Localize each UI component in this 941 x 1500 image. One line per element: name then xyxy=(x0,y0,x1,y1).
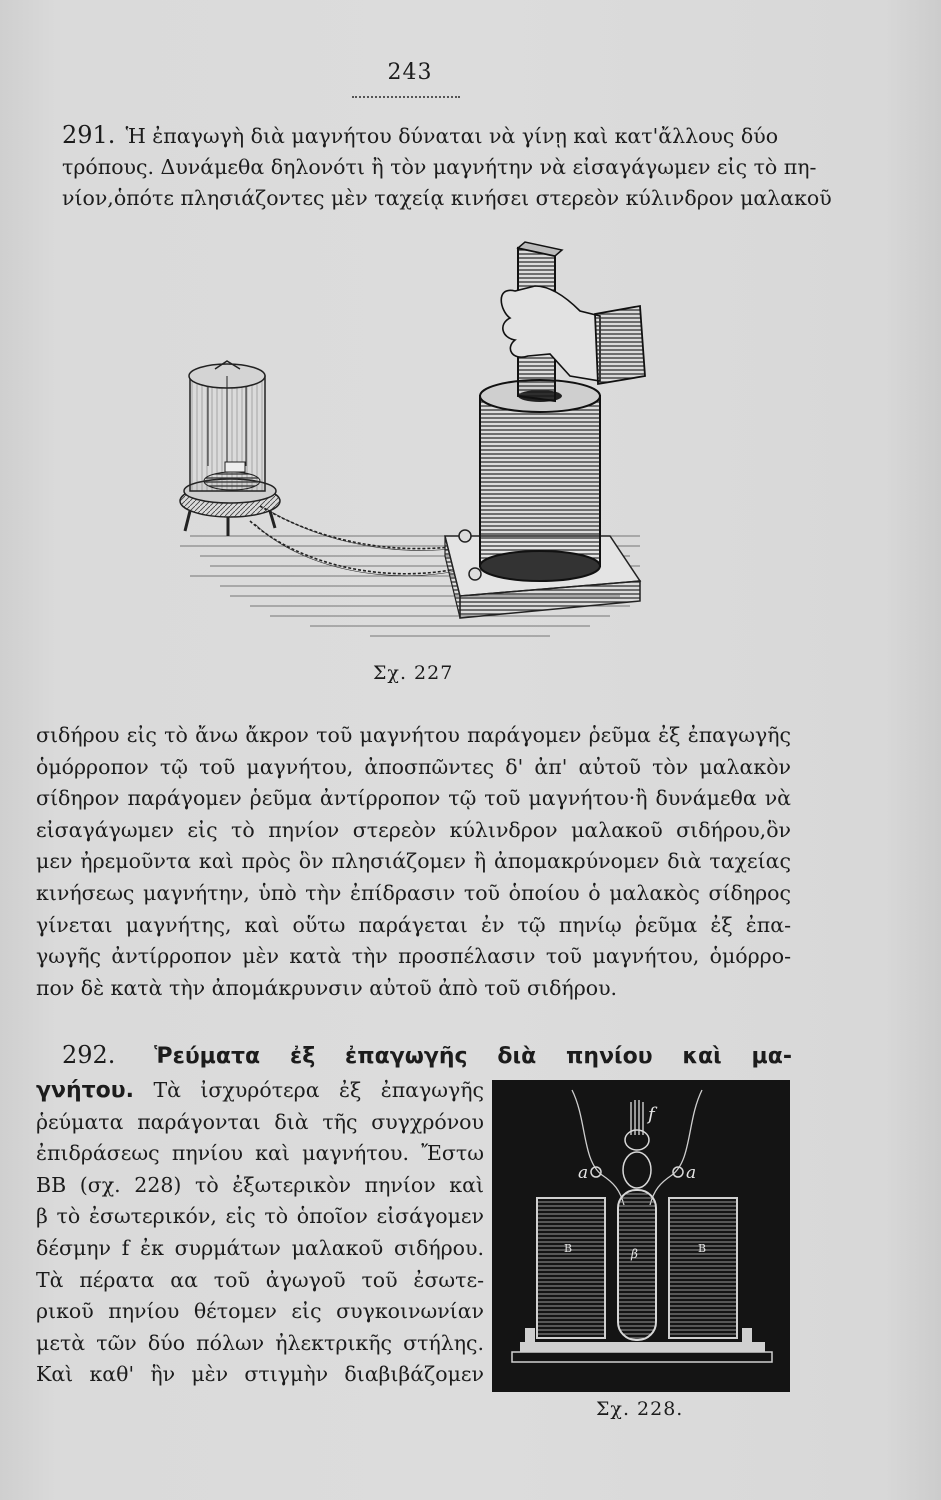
label-B-left: B xyxy=(564,1242,573,1255)
text-line: ΒΒ (σχ. 228) τὸ ἐξωτερικὸν πηνίον καὶ xyxy=(36,1172,484,1197)
text-line: Τὰ πέρατα αα τοῦ ἀγωγοῦ τοῦ ἐσωτε- xyxy=(36,1267,484,1292)
section-291-intro xyxy=(62,120,832,215)
outer-coil-left xyxy=(537,1198,605,1338)
text-line: ρικοῦ πηνίου θέτομεν εἰς συγκοινωνίαν xyxy=(36,1299,484,1324)
label-B-right: B xyxy=(698,1242,707,1255)
text-line: πον δὲ κατὰ τὴν ἀπομάκρυνσιν αὐτοῦ ἀπὸ τοῦ σιδήρου. xyxy=(36,975,618,1000)
page-number: 243 xyxy=(387,60,433,85)
figure-227-caption: Σχ. 227 xyxy=(373,662,454,684)
section-292-body xyxy=(36,1075,484,1391)
text-line: κινήσεως μαγνήτην, ὑπὸ τὴν ἐπίδρασιν τοῦ ὁποίου ὁ μαλακὸς σίδηρος xyxy=(36,880,791,905)
outer-coil-right xyxy=(669,1198,737,1338)
text-line: μεν ἠρεμοῦντα καὶ πρὸς ὃν πλησιάζομεν ἢ ἀπομακρύνομεν διὰ ταχείας xyxy=(36,849,791,874)
text-line xyxy=(62,120,798,152)
inner-coil xyxy=(618,1190,656,1340)
figure-227-illustration xyxy=(170,236,650,656)
text-line: σιδήρου εἰς τὸ ἄνω ἄκρον τοῦ μαγνήτου παράγομεν ῥεῦμα ἐξ ἐπαγωγῆς xyxy=(36,723,791,747)
text-line: ὁμόρροπον τῷ τοῦ μαγνήτου, ἀποσπῶντες δ' ἀπ' αὐτοῦ τὸν μαλακὸν xyxy=(36,754,791,779)
section-291-body xyxy=(36,720,791,1004)
base-plate xyxy=(520,1342,765,1352)
section-heading: Ῥεύματα ἐξ ἐπαγωγῆς διὰ πηνίου καὶ μα- xyxy=(154,1044,792,1069)
figure-228-caption: Σχ. 228. xyxy=(596,1398,684,1420)
text-line xyxy=(36,1075,484,1107)
label-beta: β xyxy=(631,1247,638,1261)
label-a-left: a xyxy=(578,1163,589,1183)
text-line: ῥεύματα παράγονται διὰ τῆς συγχρόνου xyxy=(36,1109,484,1134)
text-line: σίδηρον παράγομεν ῥεῦμα ἀντίρροπον τῷ τοῦ μαγνήτου·ἢ δυνάμεθα νὰ xyxy=(36,786,791,811)
page-number-rule xyxy=(352,96,460,98)
connecting-wires xyxy=(250,506,470,576)
section-heading-continued: γνήτου. xyxy=(36,1078,135,1103)
text-line: γίνεται μαγνήτης, καὶ οὕτω παράγεται ἐν τῷ πηνίῳ ῥεῦμα ἐξ ἐπα- xyxy=(36,912,791,937)
section-number: 292. xyxy=(62,1041,116,1069)
text-line: γωγῆς ἀντίρροπον μὲν κατὰ τὴν προσπέλασιν τοῦ μαγνήτου, ὁμόρρο- xyxy=(36,944,791,969)
text-line: β τὸ ἐσωτερικόν, εἰς τὸ ὁποῖον εἰσάγομεν xyxy=(36,1204,484,1229)
text-line: τρόπους. Δυνάμεθα δηλονότι ἢ τὸν μαγνήτην νὰ εἰσαγάγωμεν εἰς τὸ πη- xyxy=(62,154,817,179)
section-number: 291. xyxy=(62,121,116,149)
text-line-content: Τὰ ἰσχυρότερα ἐξ ἐπαγωγῆς xyxy=(153,1078,484,1102)
label-a-right: a xyxy=(686,1163,697,1183)
text-line: δέσμην f ἐκ συρμάτων μαλακοῦ σιδήρου. xyxy=(36,1235,484,1260)
label-f: f xyxy=(648,1104,655,1125)
text-line: ἐπιδράσεως πηνίου καὶ μαγνήτου. Ἔστω xyxy=(36,1141,484,1166)
figure-228-illustration xyxy=(492,1080,790,1392)
text-line xyxy=(62,1040,792,1072)
text-line: νίον,ὁπότε πλησιάζοντες μὲν ταχείᾳ κινήσει στερεὸν κύλινδρον μαλακοῦ xyxy=(62,186,832,211)
section-292-heading xyxy=(62,1040,792,1072)
terminal-left xyxy=(525,1328,535,1342)
text-line: εἰσαγάγωμεν εἰς τὸ πηνίον στερεὸν κύλινδρον μαλακοῦ σιδήρου,ὃν xyxy=(36,817,791,842)
terminal-right xyxy=(742,1328,752,1342)
induction-coil xyxy=(480,380,600,581)
text-line: Καὶ καθ' ἣν μὲν στιγμὴν διαβιβάζομεν xyxy=(36,1362,484,1387)
text-line-content: Ἡ ἐπαγωγὴ διὰ μαγνήτου δύναται νὰ γίνῃ καὶ κατ'ἄλλους δύο xyxy=(125,124,779,148)
text-line: μετὰ τῶν δύο πόλων ἠλεκτρικῆς στήλης. xyxy=(36,1330,484,1355)
